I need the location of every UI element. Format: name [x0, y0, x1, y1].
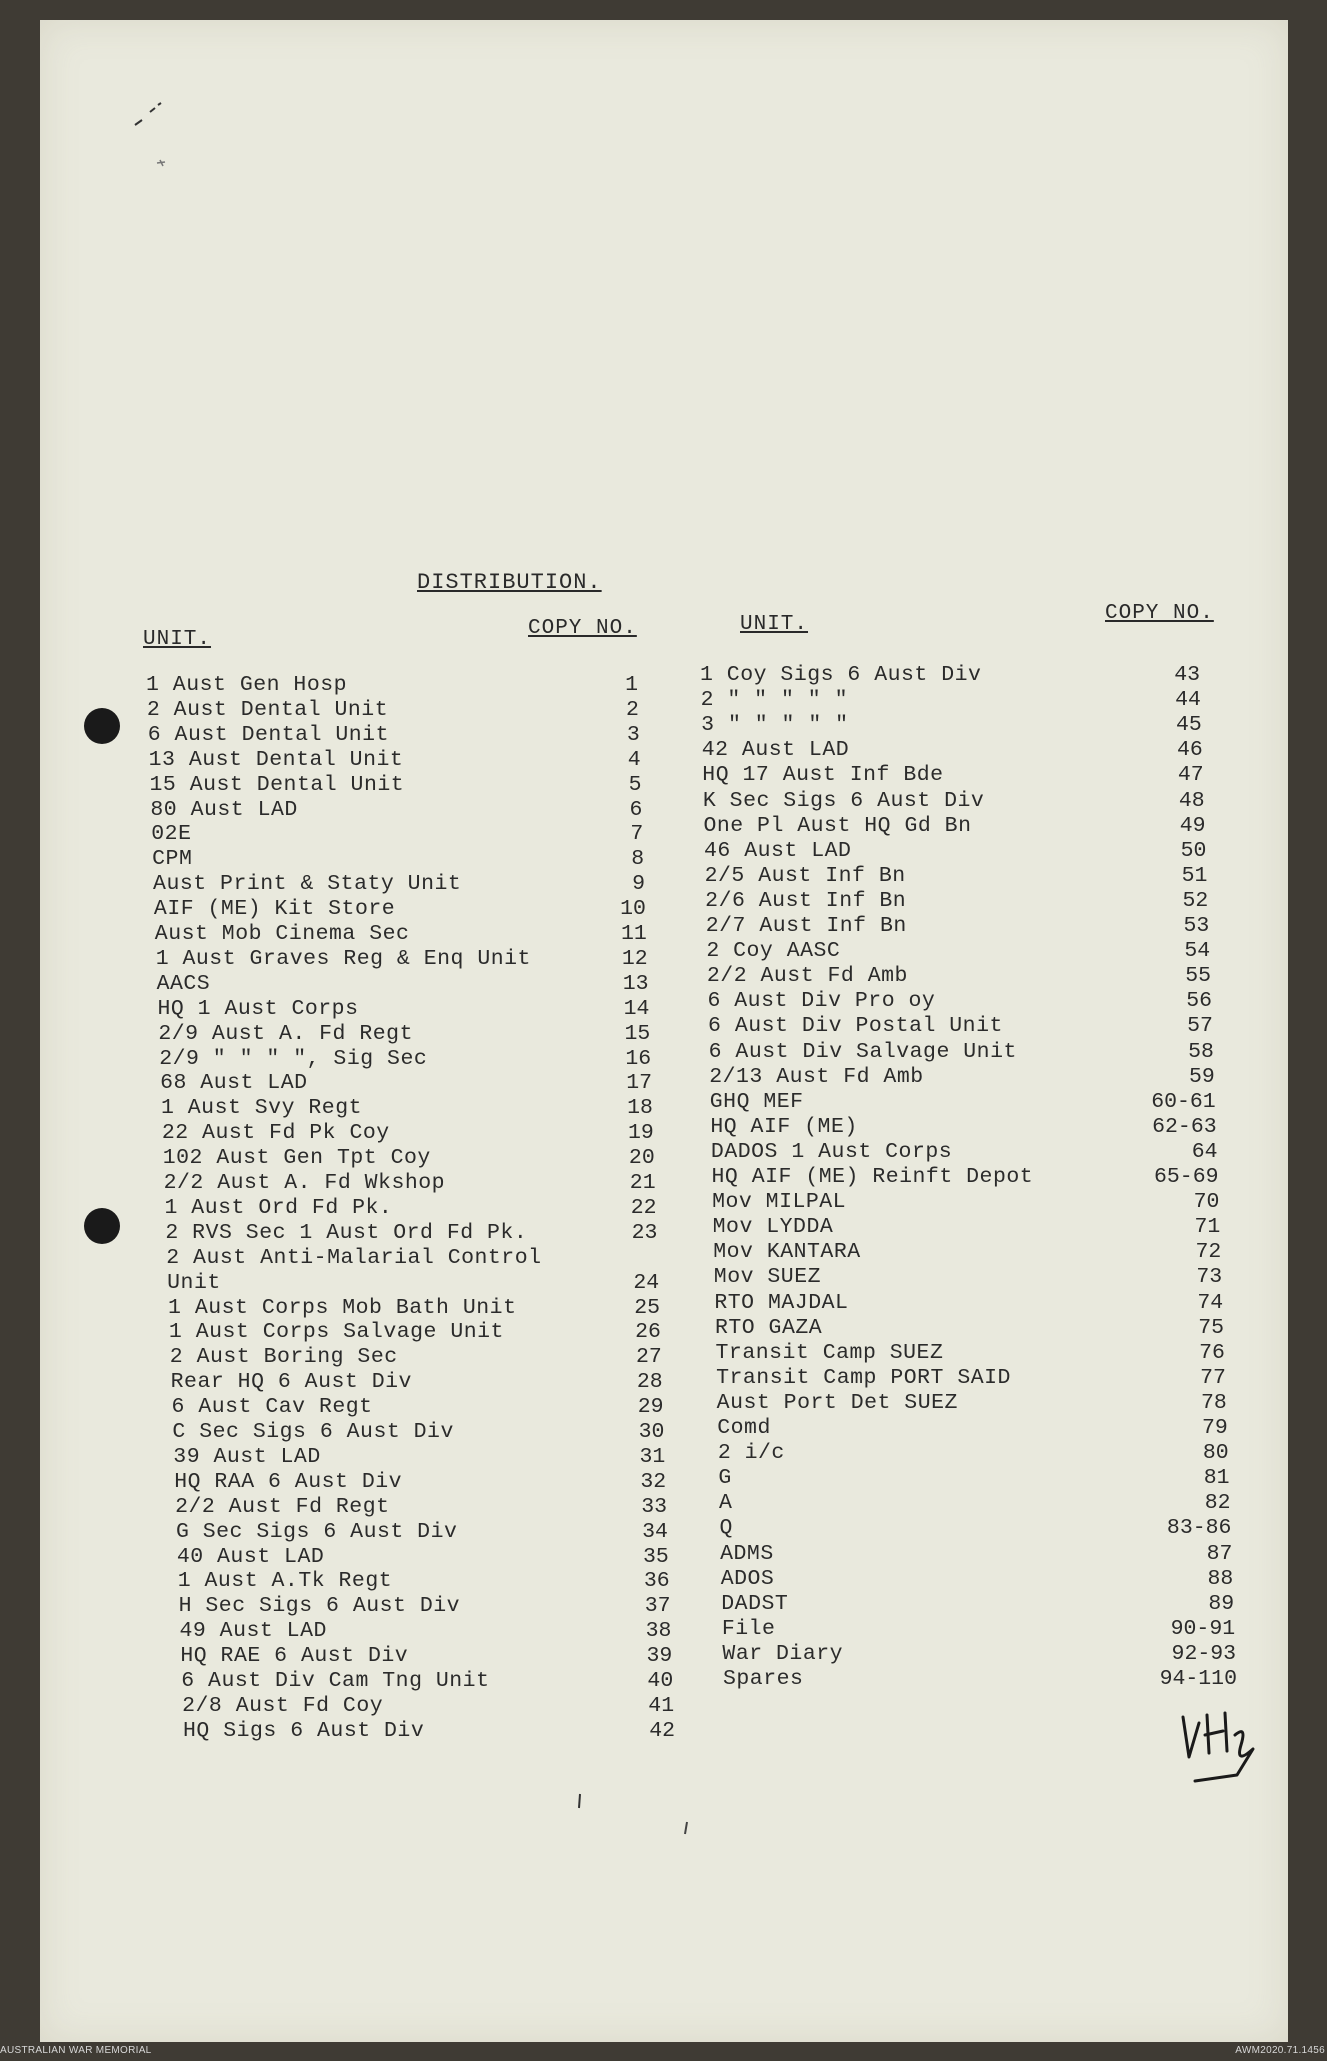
distribution-unit: 13 Aust Dental Unit	[148, 747, 404, 772]
copy-number: 27	[635, 1345, 662, 1370]
handwritten-initials	[1175, 1705, 1265, 1785]
copy-number: 14	[623, 996, 650, 1021]
copy-number: 74	[1197, 1290, 1224, 1315]
distribution-unit: 68 Aust LAD	[160, 1071, 308, 1096]
copy-number: 75	[1198, 1315, 1225, 1340]
copy-number: 81	[1203, 1466, 1230, 1491]
distribution-unit: HQ RAA 6 Aust Div	[174, 1469, 403, 1494]
copy-number: 34	[642, 1519, 668, 1544]
distribution-unit: 02E	[151, 822, 192, 847]
distribution-unit: 6 Aust Div Postal Unit	[708, 1014, 1003, 1039]
distribution-unit: HQ AIF (ME)	[710, 1114, 858, 1139]
copy-number: 77	[1200, 1365, 1226, 1390]
left-copy-header: COPY NO.	[528, 617, 637, 640]
copy-number: 24	[633, 1270, 660, 1295]
copy-number: 16	[625, 1046, 652, 1071]
distribution-unit: 49 Aust LAD	[179, 1619, 327, 1644]
distribution-unit: DADST	[721, 1591, 789, 1616]
copy-number: 72	[1195, 1240, 1222, 1265]
ink-specks	[570, 1790, 690, 1840]
copy-number: 42	[649, 1718, 675, 1743]
copy-number: 28	[636, 1370, 663, 1395]
right-copy-header: COPY NO.	[1105, 602, 1214, 625]
distribution-unit: K Sec Sigs 6 Aust Div	[702, 788, 985, 813]
distribution-heading: DISTRIBUTION.	[417, 570, 602, 595]
distribution-unit: 40 Aust LAD	[176, 1544, 325, 1569]
distribution-unit: H Sec Sigs 6 Aust Div	[178, 1594, 461, 1619]
distribution-unit: 6 Aust Div Cam Tng Unit	[181, 1669, 490, 1693]
distribution-unit: G	[718, 1466, 732, 1491]
copy-number: 76	[1199, 1340, 1225, 1365]
copy-number: 20	[628, 1146, 655, 1171]
distribution-unit: 2 i/c	[717, 1441, 785, 1466]
distribution-unit: HQ 1 Aust Corps	[157, 996, 359, 1021]
copy-number: 12	[621, 946, 648, 971]
distribution-unit: 39 Aust LAD	[173, 1444, 321, 1469]
distribution-unit: 1 Aust Svy Regt	[160, 1096, 363, 1121]
distribution-unit: 1 Aust Graves Reg & Enq Unit	[155, 946, 531, 971]
copy-number: 87	[1206, 1541, 1233, 1566]
distribution-unit: Mov MILPAL	[712, 1190, 847, 1215]
copy-number: 82	[1204, 1491, 1231, 1516]
distribution-unit: CPM	[152, 847, 193, 872]
footer-right: AWM2020.71.1456	[1235, 2045, 1325, 2056]
distribution-unit: 1 Aust Corps Mob Bath Unit	[168, 1295, 517, 1320]
pencil-mark	[130, 100, 190, 180]
copy-number: 52	[1182, 888, 1209, 913]
copy-number: 44	[1175, 688, 1201, 713]
distribution-unit: 6 Aust Div Salvage Unit	[708, 1039, 1017, 1064]
distribution-unit: HQ AIF (ME) Reinft Depot	[711, 1165, 1034, 1189]
copy-number: 39	[646, 1644, 673, 1669]
copy-number: 80	[1202, 1441, 1229, 1466]
copy-number: 58	[1188, 1039, 1214, 1064]
copy-number: 79	[1201, 1416, 1228, 1440]
copy-number: 70	[1193, 1190, 1220, 1215]
copy-number: 23	[631, 1220, 658, 1245]
copy-number: 49	[1179, 813, 1206, 838]
copy-number: 40	[647, 1669, 674, 1693]
distribution-unit: 2/9 Aust A. Fd Regt	[158, 1021, 413, 1046]
distribution-unit: 102 Aust Gen Tpt Coy	[162, 1146, 431, 1171]
copy-number: 35	[643, 1544, 669, 1569]
copy-number: 17	[626, 1071, 653, 1096]
distribution-unit: Rear HQ 6 Aust Div	[170, 1370, 412, 1395]
distribution-unit: 1 Aust A.Tk Regt	[177, 1569, 393, 1594]
distribution-unit: Aust Port Det SUEZ	[716, 1390, 958, 1415]
distribution-unit: 2 Coy AASC	[706, 939, 841, 964]
distribution-unit: 2/2 Aust Fd Amb	[706, 964, 908, 989]
copy-number: 13	[622, 971, 649, 996]
copy-number: 32	[640, 1469, 667, 1494]
distribution-unit: HQ 17 Aust Inf Bde	[702, 763, 944, 788]
copy-number: 57	[1187, 1014, 1213, 1039]
copy-number: 47	[1177, 763, 1204, 788]
distribution-unit: 6 Aust Dental Unit	[147, 722, 389, 747]
footer-left: AUSTRALIAN WAR MEMORIAL	[0, 2045, 152, 2056]
punch-hole-top	[84, 708, 120, 744]
distribution-unit: HQ RAE 6 Aust Div	[180, 1644, 409, 1669]
distribution-unit: Mov LYDDA	[712, 1215, 834, 1240]
copy-number: 64	[1191, 1139, 1218, 1164]
distribution-unit: 1 Aust Ord Fd Pk.	[164, 1195, 393, 1220]
distribution-unit: 3 " " " " "	[701, 713, 849, 738]
distribution-unit: 2/2 Aust Fd Regt	[175, 1494, 390, 1519]
distribution-unit: Unit	[167, 1270, 221, 1295]
copy-number: 53	[1183, 914, 1210, 938]
copy-number: 5	[628, 772, 642, 797]
distribution-unit: 2/13 Aust Fd Amb	[709, 1064, 924, 1089]
distribution-unit: 6 Aust Cav Regt	[171, 1395, 373, 1420]
copy-number: 21	[629, 1171, 656, 1195]
distribution-unit: 2 Aust Dental Unit	[146, 697, 389, 722]
copy-number: 11	[620, 922, 647, 946]
distribution-unit: Transit Camp SUEZ	[715, 1340, 944, 1365]
distribution-unit: Aust Mob Cinema Sec	[154, 922, 410, 946]
distribution-unit: ADOS	[720, 1566, 775, 1591]
copy-number: 65-69	[1153, 1165, 1219, 1189]
distribution-unit: 1 Aust Gen Hosp	[146, 673, 348, 697]
copy-number: 46	[1176, 738, 1203, 763]
distribution-unit: Spares	[723, 1667, 804, 1691]
distribution-unit: 15 Aust Dental Unit	[149, 772, 405, 797]
copy-number: 7	[630, 822, 644, 847]
copy-number: 9	[632, 872, 646, 897]
copy-number: 19	[628, 1121, 654, 1146]
copy-number: 94-110	[1159, 1667, 1237, 1691]
distribution-unit: 2/9 " " " ", Sig Sec	[159, 1046, 428, 1071]
distribution-unit: GHQ MEF	[709, 1089, 804, 1114]
distribution-unit: 2/6 Aust Inf Bn	[705, 888, 907, 913]
copy-number: 29	[637, 1395, 664, 1420]
copy-number: 22	[630, 1195, 657, 1220]
distribution-unit: 2/8 Aust Fd Coy	[182, 1693, 384, 1718]
copy-number: 3	[626, 722, 640, 747]
distribution-unit: Aust Print & Staty Unit	[153, 872, 462, 897]
copy-number: 62-63	[1152, 1114, 1217, 1139]
distribution-unit: Mov KANTARA	[713, 1240, 861, 1265]
copy-number: 33	[641, 1494, 668, 1519]
copy-number: 41	[648, 1693, 675, 1718]
copy-number: 92-93	[1171, 1641, 1237, 1666]
copy-number: 50	[1180, 838, 1207, 863]
distribution-unit: 2 Aust Boring Sec	[169, 1345, 398, 1370]
copy-number: 89	[1208, 1591, 1235, 1616]
distribution-unit: G Sec Sigs 6 Aust Div	[175, 1519, 458, 1544]
copy-number: 71	[1194, 1215, 1221, 1240]
copy-number: 51	[1181, 863, 1208, 888]
copy-number: 90-91	[1170, 1616, 1236, 1641]
distribution-unit: 2 " " " " "	[700, 688, 848, 713]
copy-number: 37	[644, 1594, 671, 1619]
distribution-unit: HQ Sigs 6 Aust Div	[183, 1718, 425, 1743]
copy-number: 18	[627, 1096, 653, 1121]
copy-number: 15	[624, 1021, 651, 1046]
distribution-unit: 2 RVS Sec 1 Aust Ord Fd Pk.	[165, 1220, 528, 1245]
copy-number: 36	[643, 1569, 670, 1594]
distribution-unit: One Pl Aust HQ Gd Bn	[703, 813, 972, 838]
distribution-unit: A	[718, 1491, 733, 1516]
distribution-unit: 2/2 Aust A. Fd Wkshop	[163, 1171, 446, 1195]
distribution-unit: Mov SUEZ	[713, 1265, 822, 1290]
distribution-unit: DADOS 1 Aust Corps	[710, 1139, 953, 1164]
distribution-unit: RTO MAJDAL	[714, 1290, 849, 1315]
copy-number: 54	[1184, 939, 1211, 964]
copy-number: 45	[1176, 713, 1202, 738]
distribution-unit: Q	[719, 1516, 733, 1541]
distribution-unit: 2/5 Aust Inf Bn	[704, 863, 906, 888]
distribution-unit: ADMS	[720, 1541, 774, 1566]
copy-number: 56	[1186, 989, 1213, 1014]
copy-number: 38	[645, 1619, 672, 1644]
distribution-unit: AACS	[156, 971, 211, 996]
distribution-unit: Comd	[717, 1416, 771, 1440]
distribution-unit: C Sec Sigs 6 Aust Div	[172, 1420, 454, 1444]
distribution-unit: AIF (ME) Kit Store	[153, 897, 396, 922]
distribution-unit: 42 Aust LAD	[701, 738, 850, 763]
right-unit-header: UNIT.	[740, 613, 809, 636]
distribution-unit: 1 Aust Corps Salvage Unit	[168, 1320, 504, 1345]
left-unit-header: UNIT.	[143, 628, 212, 651]
distribution-unit: Transit Camp PORT SAID	[716, 1365, 1011, 1390]
copy-number: 73	[1196, 1265, 1223, 1290]
copy-number: 2	[625, 697, 639, 722]
copy-number: 43	[1174, 663, 1200, 687]
distribution-unit: 80 Aust LAD	[150, 797, 298, 822]
copy-number: 55	[1185, 964, 1212, 989]
copy-number: 88	[1207, 1566, 1234, 1591]
copy-number: 1	[625, 673, 638, 697]
copy-number: 26	[635, 1320, 661, 1345]
distribution-unit: 1 Coy Sigs 6 Aust Div	[700, 663, 982, 687]
copy-number: 48	[1178, 788, 1205, 813]
copy-number: 6	[629, 797, 643, 822]
punch-hole-bottom	[84, 1208, 120, 1244]
distribution-unit: 6 Aust Div Pro oy	[707, 989, 936, 1014]
distribution-unit: 2/7 Aust Inf Bn	[705, 914, 907, 938]
distribution-unit: 46 Aust LAD	[704, 838, 852, 863]
distribution-unit: War Diary	[722, 1641, 844, 1666]
distribution-unit: 22 Aust Fd Pk Coy	[161, 1121, 390, 1146]
copy-number: 4	[627, 747, 641, 772]
distribution-unit: File	[721, 1616, 776, 1641]
copy-number: 25	[634, 1295, 661, 1320]
copy-number: 31	[639, 1444, 666, 1469]
copy-number: 30	[638, 1420, 665, 1444]
distribution-unit: RTO GAZA	[714, 1315, 823, 1340]
copy-number: 8	[631, 847, 645, 872]
distribution-unit: 2 Aust Anti-Malarial Control	[166, 1245, 542, 1270]
copy-number: 10	[620, 897, 646, 922]
copy-number: 60-61	[1151, 1089, 1216, 1114]
copy-number: 78	[1201, 1390, 1227, 1415]
copy-number: 83-86	[1166, 1516, 1232, 1541]
copy-number: 59	[1188, 1064, 1215, 1089]
